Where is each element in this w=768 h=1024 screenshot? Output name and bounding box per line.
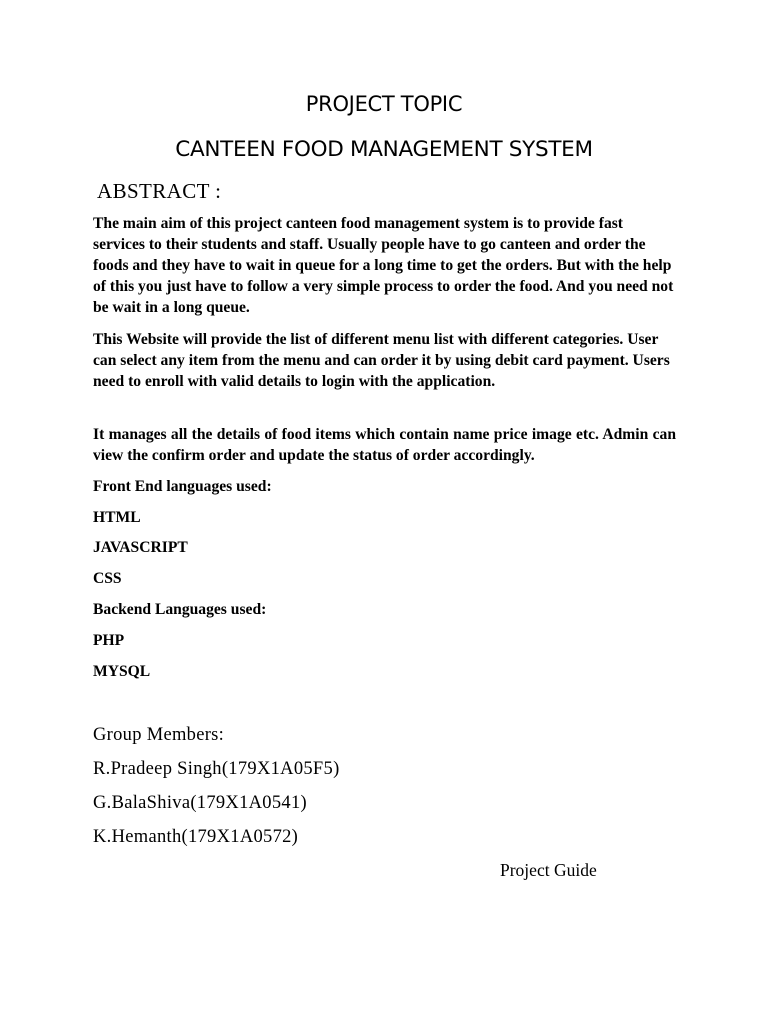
backend-language-item: PHP <box>93 632 125 649</box>
abstract-paragraph-2: This Website will provide the list of different menu list with different categories. User can select any item from the menu and can order it by using debit card payment. Users need to enroll with valid details to login with the application. <box>93 331 670 390</box>
group-member: G.BalaShiva(179X1A0541) <box>93 793 307 813</box>
front-end-language-item: HTML <box>93 509 141 526</box>
backend-languages-label: Backend Languages used: <box>93 601 267 618</box>
front-end-languages-label: Front End languages used: <box>93 478 272 495</box>
group-member: K.Hemanth(179X1A0572) <box>93 827 299 847</box>
abstract-paragraph-1: The main aim of this project canteen food management system is to provide fast services to their students and staff. Usually people have to go canteen and order the foods and they have to wait in queue for a long time to get the orders. But with the help of this you just have to follow a very simple process to order the food. And you need not be wait in a long queue. <box>93 215 674 316</box>
project-topic-heading: PROJECT TOPIC <box>305 92 463 116</box>
front-end-language-item: JAVASCRIPT <box>93 539 188 556</box>
front-end-language-item: CSS <box>93 570 122 587</box>
abstract-heading: ABSTRACT : <box>97 179 222 203</box>
abstract-paragraph-3: It manages all the details of food items which contain name price image etc. Admin can view the confirm order and update the status of order accordingly. <box>93 426 676 464</box>
group-member: R.Pradeep Singh(179X1A05F5) <box>93 759 340 779</box>
project-guide-label: Project Guide <box>500 860 597 880</box>
group-members-label: Group Members: <box>93 725 225 745</box>
project-title: CANTEEN FOOD MANAGEMENT SYSTEM <box>175 137 593 162</box>
backend-language-item: MYSQL <box>93 663 151 680</box>
